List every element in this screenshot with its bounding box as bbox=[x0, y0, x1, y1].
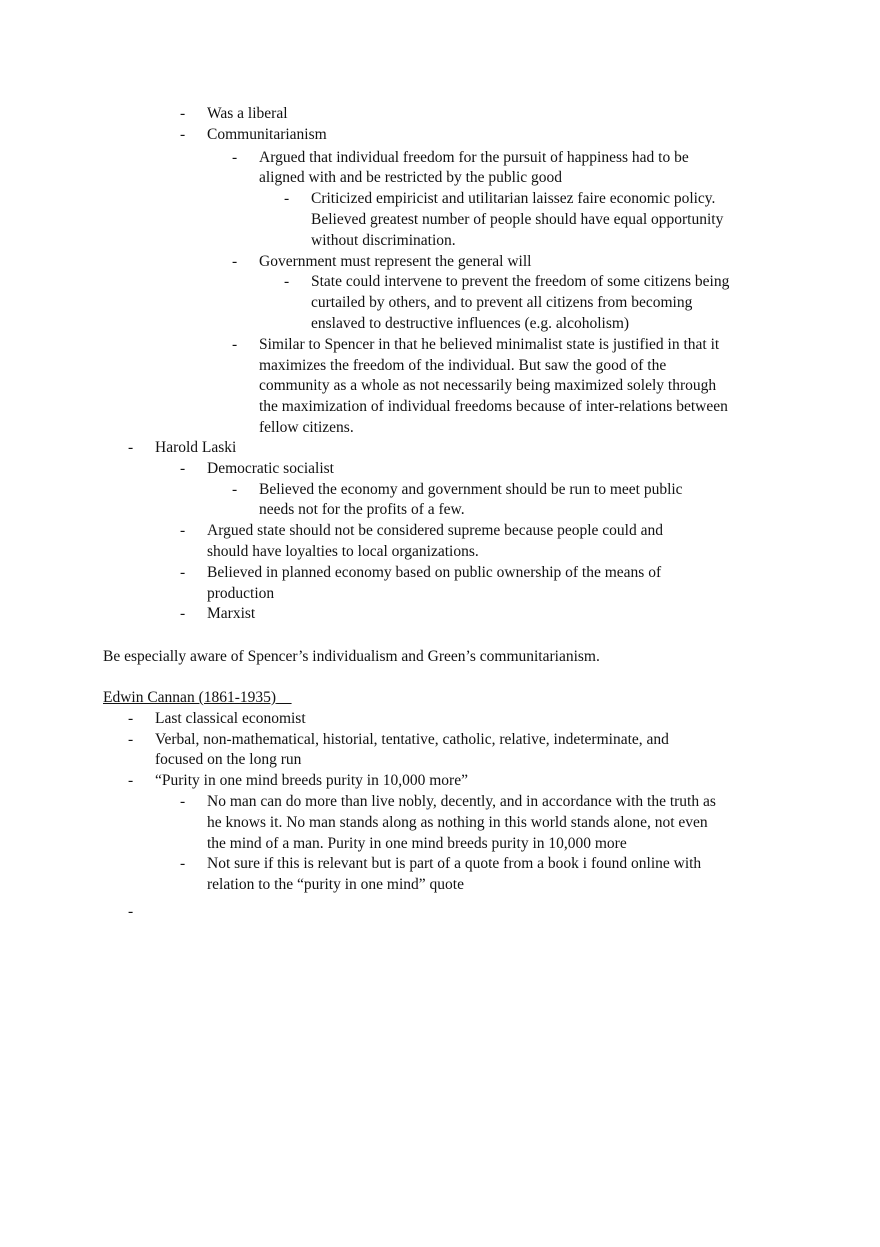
bullet-dash: - bbox=[284, 190, 290, 208]
bullet-dash: - bbox=[180, 792, 186, 810]
list-item bbox=[0, 189, 880, 251]
list-item-text: Argued that individual freedom for the pursuit of happiness had to be aligned with and be restricted by the public good bbox=[259, 148, 689, 187]
list-item-text: “Purity in one mind breeds purity in 10,000 more” bbox=[155, 772, 468, 790]
bullet-dash: - bbox=[128, 439, 134, 456]
list-item bbox=[0, 521, 880, 563]
bullet-dash: - bbox=[180, 459, 186, 477]
list-item-text: Similar to Spencer in that he believed minimalist state is justified in that it maximizes the freedom of the individual. But saw the good of the community as a whole as not necessarily being maximized solely through the maximization of individual freedoms because of inter-relations between fellow citizens. bbox=[259, 335, 728, 436]
list-item bbox=[0, 771, 880, 792]
list-item-text: Was a liberal bbox=[207, 105, 288, 122]
list-item bbox=[0, 902, 880, 923]
list-item bbox=[0, 252, 880, 273]
laski-outline bbox=[0, 438, 880, 625]
list-item-text: Government must represent the general will bbox=[259, 252, 532, 270]
list-item bbox=[0, 480, 880, 522]
list-item-text: No man can do more than live nobly, decently, and in accordance with the truth as he knows it. No man stands along as nothing in this world stands alone, not even the mind of a man. Purity in one mind breeds purity in 10,000 more bbox=[207, 792, 716, 852]
bullet-dash: - bbox=[128, 902, 134, 920]
list-item bbox=[0, 563, 880, 605]
list-item-text: Communitarianism bbox=[207, 125, 327, 143]
list-item bbox=[0, 854, 880, 896]
bullet-dash: - bbox=[128, 709, 134, 727]
list-item-text: Argued state should not be considered supreme because people could and should have loyalties to local organizations. bbox=[207, 522, 663, 560]
list-item bbox=[0, 125, 880, 146]
list-item-text: Marxist bbox=[207, 605, 256, 623]
list-item bbox=[0, 709, 880, 730]
list-item-text: Democratic socialist bbox=[207, 459, 334, 477]
list-item bbox=[0, 335, 880, 439]
bullet-dash: - bbox=[232, 335, 238, 353]
bullet-dash: - bbox=[180, 105, 186, 122]
list-item bbox=[0, 792, 880, 854]
list-item bbox=[0, 730, 880, 772]
list-item-text: Harold Laski bbox=[155, 439, 237, 456]
bullet-dash: - bbox=[232, 148, 238, 166]
list-item-text: Verbal, non-mathematical, historial, tentative, catholic, relative, indeterminate, and focused on the long run bbox=[155, 730, 669, 769]
list-item bbox=[0, 272, 880, 334]
list-item-text: Believed in planned economy based on public ownership of the means of production bbox=[207, 563, 662, 602]
bullet-dash: - bbox=[284, 273, 290, 291]
bullet-dash: - bbox=[180, 605, 186, 623]
list-item bbox=[0, 459, 880, 480]
cannan-section bbox=[0, 688, 880, 923]
bullet-dash: - bbox=[128, 730, 134, 748]
green-outline bbox=[0, 104, 880, 439]
list-item-text: Criticized empiricist and utilitarian laissez faire economic policy. Believed greatest number of people should have equal opportunity without discrimination. bbox=[311, 190, 724, 249]
bullet-dash: - bbox=[180, 855, 186, 873]
section-heading-text: Edwin Cannan (1861-1935) bbox=[103, 689, 277, 706]
list-item bbox=[0, 104, 880, 125]
list-item-text: State could intervene to prevent the freedom of some citizens being curtailed by others, and to prevent all citizens from becoming enslaved to destructive influences (e.g. alcoholism) bbox=[311, 273, 730, 332]
bullet-dash: - bbox=[180, 125, 186, 143]
list-item-text: Believed the economy and government should be run to meet public needs not for the profits of a few. bbox=[259, 480, 683, 519]
list-item-text: Not sure if this is relevant but is part of a quote from a book i found online with relation to the “purity in one mind” quote bbox=[207, 855, 702, 894]
bullet-dash: - bbox=[180, 563, 186, 581]
list-item bbox=[0, 148, 880, 190]
study-note: Be especially aware of Spencer’s individualism and Green’s communitarianism. bbox=[103, 648, 600, 665]
bullet-dash: - bbox=[232, 480, 238, 498]
section-heading bbox=[103, 688, 292, 709]
bullet-dash: - bbox=[180, 522, 186, 540]
bullet-dash: - bbox=[128, 772, 134, 790]
list-item bbox=[0, 604, 880, 625]
bullet-dash: - bbox=[232, 252, 238, 270]
list-item bbox=[0, 438, 880, 459]
list-item-text: Last classical economist bbox=[155, 709, 306, 727]
